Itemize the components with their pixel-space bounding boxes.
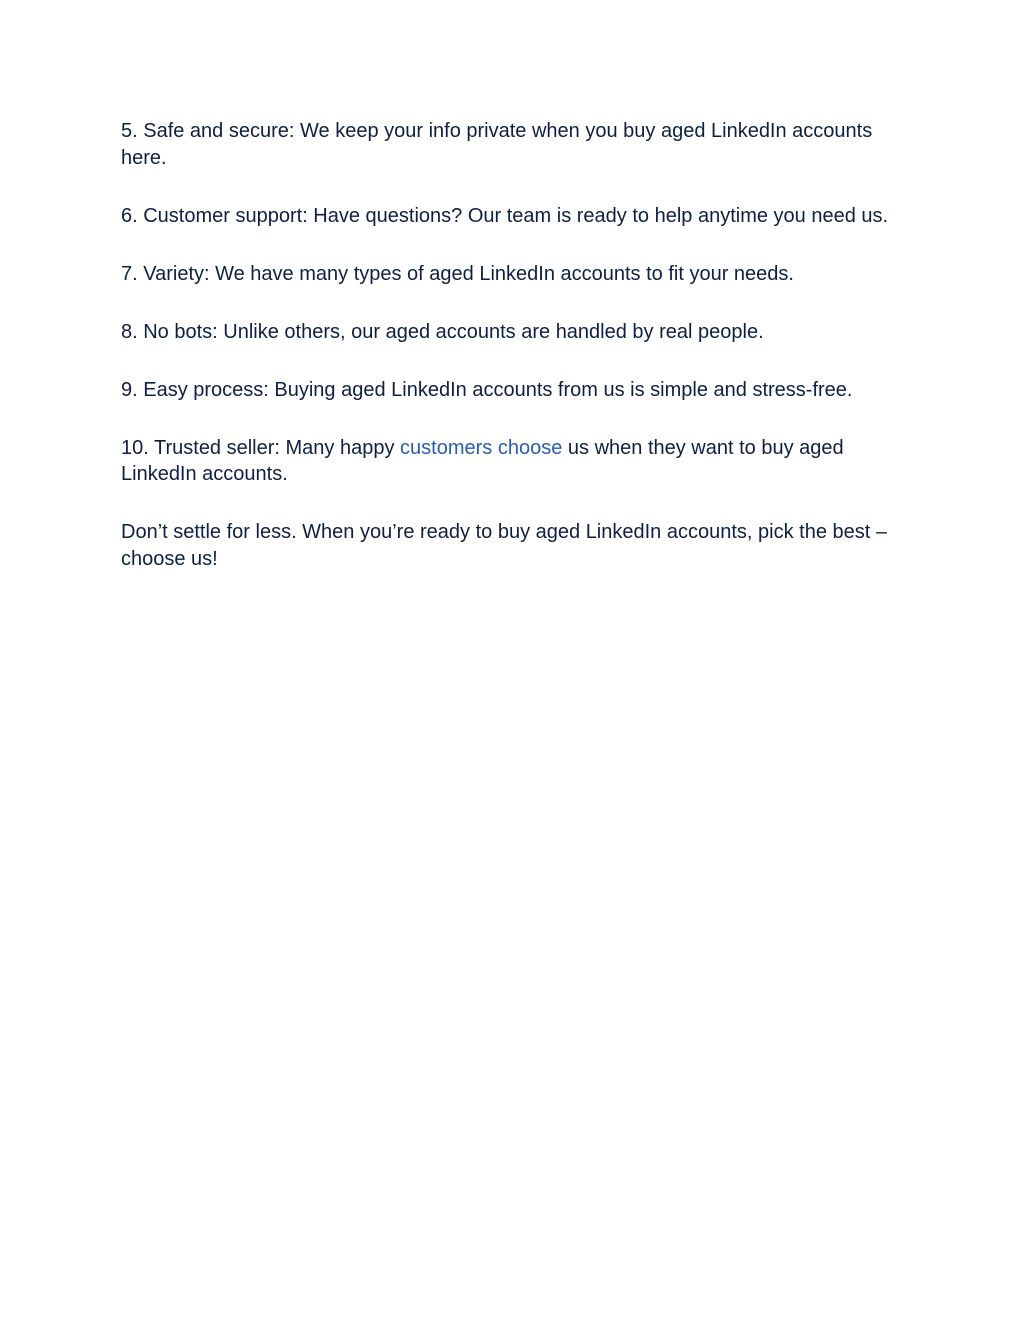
- paragraph-customer-support: 6. Customer support: Have questions? Our team is ready to help anytime you need us.: [121, 204, 889, 227]
- paragraph-variety: 7. Variety: We have many types of aged LinkedIn accounts to fit your needs.: [121, 262, 794, 285]
- customers-choose-link[interactable]: customers choose: [400, 436, 563, 459]
- paragraph-trusted-seller: [121, 435, 911, 488]
- trusted-seller-text-before: 10. Trusted seller: Many happy: [121, 436, 401, 459]
- trusted-seller-text-after: us when they want to buy aged LinkedIn accounts.: [121, 436, 844, 485]
- document-body: [121, 118, 911, 604]
- paragraph-no-bots: 8. No bots: Unlike others, our aged accounts are handled by real people.: [121, 320, 764, 343]
- paragraph-closing: Don’t settle for less. When you’re ready to buy aged LinkedIn accounts, pick the best – choose us!: [121, 521, 887, 570]
- paragraph-easy-process: 9. Easy process: Buying aged LinkedIn accounts from us is simple and stress-free.: [121, 378, 853, 401]
- paragraph-safe-and-secure: 5. Safe and secure: We keep your info private when you buy aged LinkedIn accounts here.: [121, 120, 873, 169]
